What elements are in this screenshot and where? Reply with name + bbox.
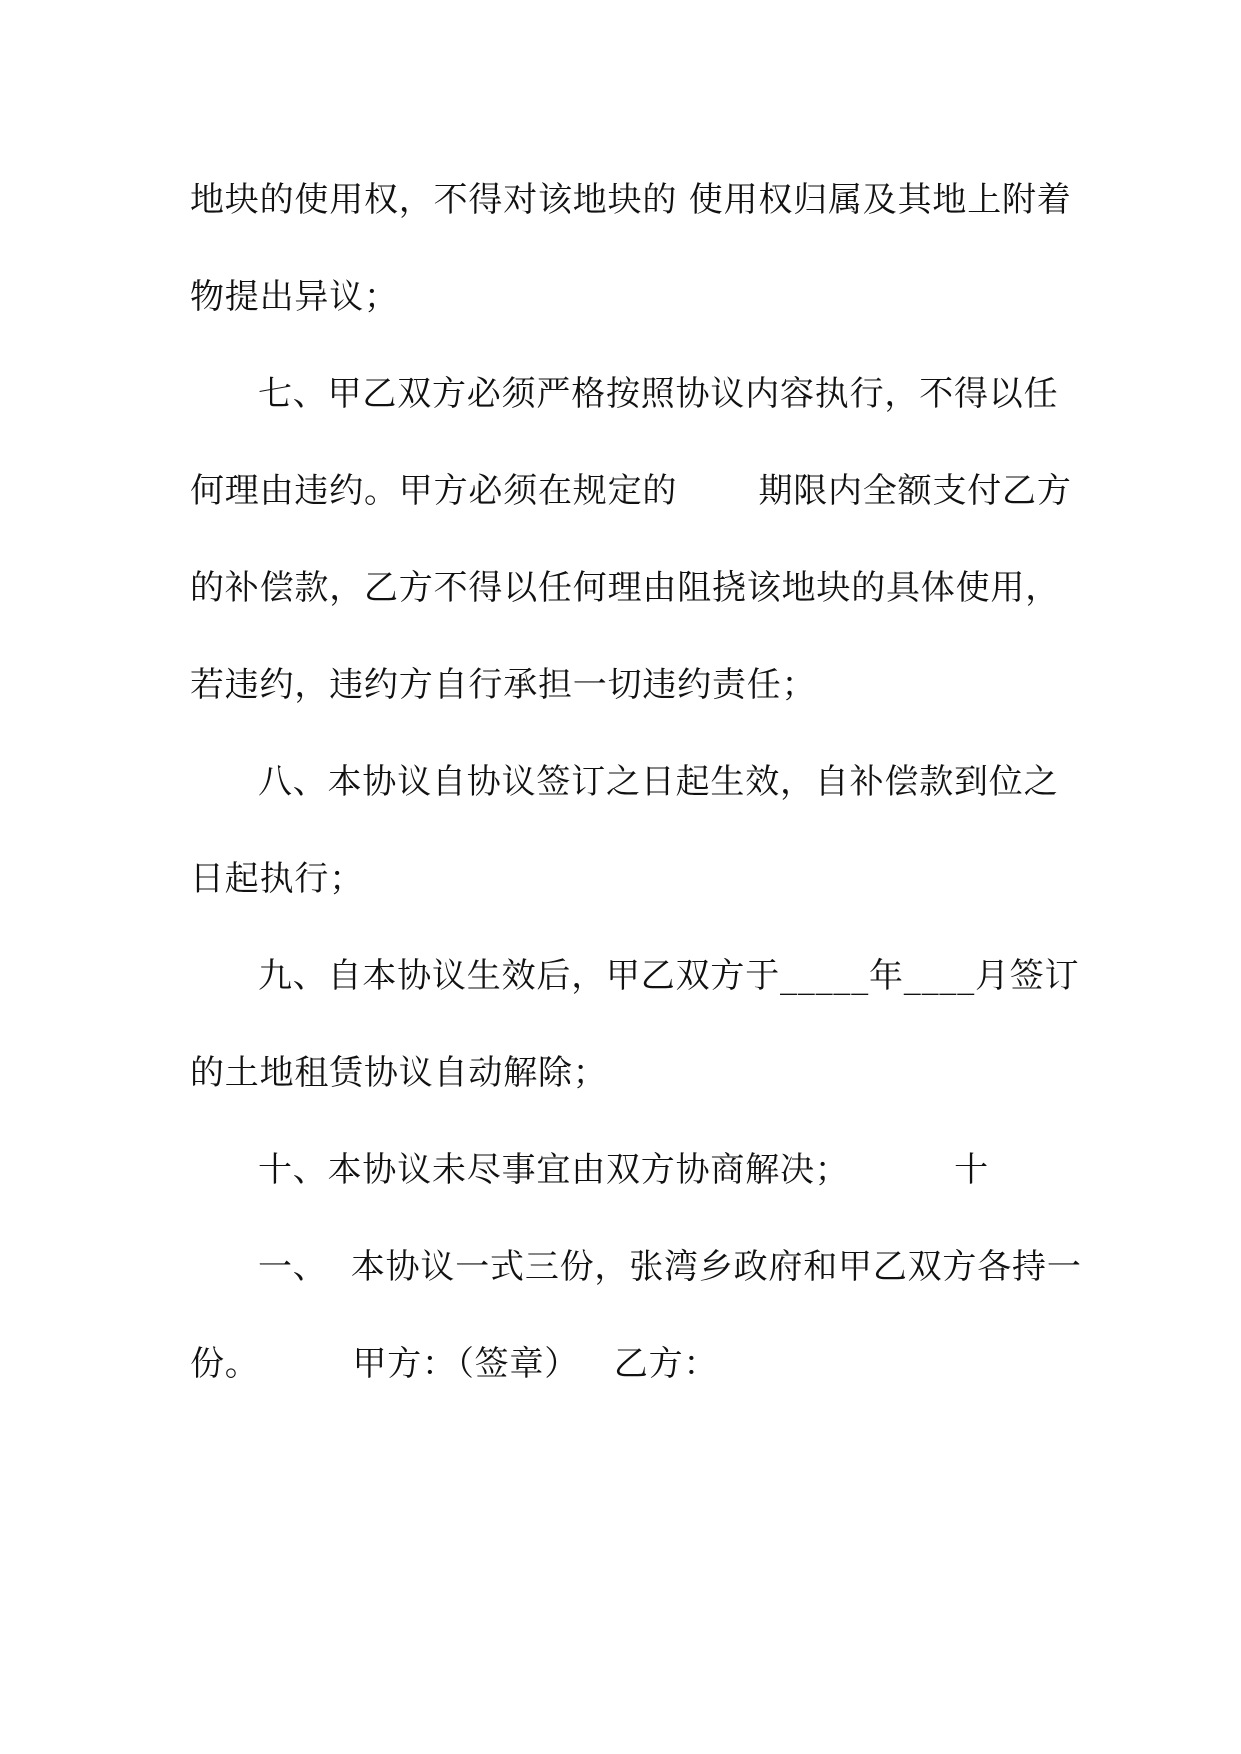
text-line: 九、自本协议生效后，甲乙双方于_____年____月签订 <box>258 956 1080 996</box>
text-line: 地块的使用权，不得对该地块的 使用权归属及其地上附着 <box>190 180 1072 220</box>
text-line: 物提出异议； <box>190 277 399 317</box>
text-line: 八、本协议自协议签订之日起生效，自补偿款到位之 <box>258 762 1059 802</box>
text-line: 十、本协议未尽事宜由双方协商解决； 十 <box>258 1150 989 1190</box>
text-line: 份。 甲方：（签章） 乙方： <box>190 1344 719 1384</box>
text-line: 一、 本协议一式三份，张湾乡政府和甲乙双方各持一 <box>258 1247 1082 1287</box>
text-line: 若违约，违约方自行承担一切违约责任； <box>190 665 817 705</box>
text-line: 七、甲乙双方必须严格按照协议内容执行，不得以任 <box>258 374 1059 414</box>
text-line: 的补偿款，乙方不得以任何理由阻挠该地块的具体使用， <box>190 568 1060 608</box>
text-line: 的土地租赁协议自动解除； <box>190 1053 608 1093</box>
text-line: 日起执行； <box>190 859 364 899</box>
text-line: 何理由违约。甲方必须在规定的 期限内全额支付乙方 <box>190 471 1072 511</box>
